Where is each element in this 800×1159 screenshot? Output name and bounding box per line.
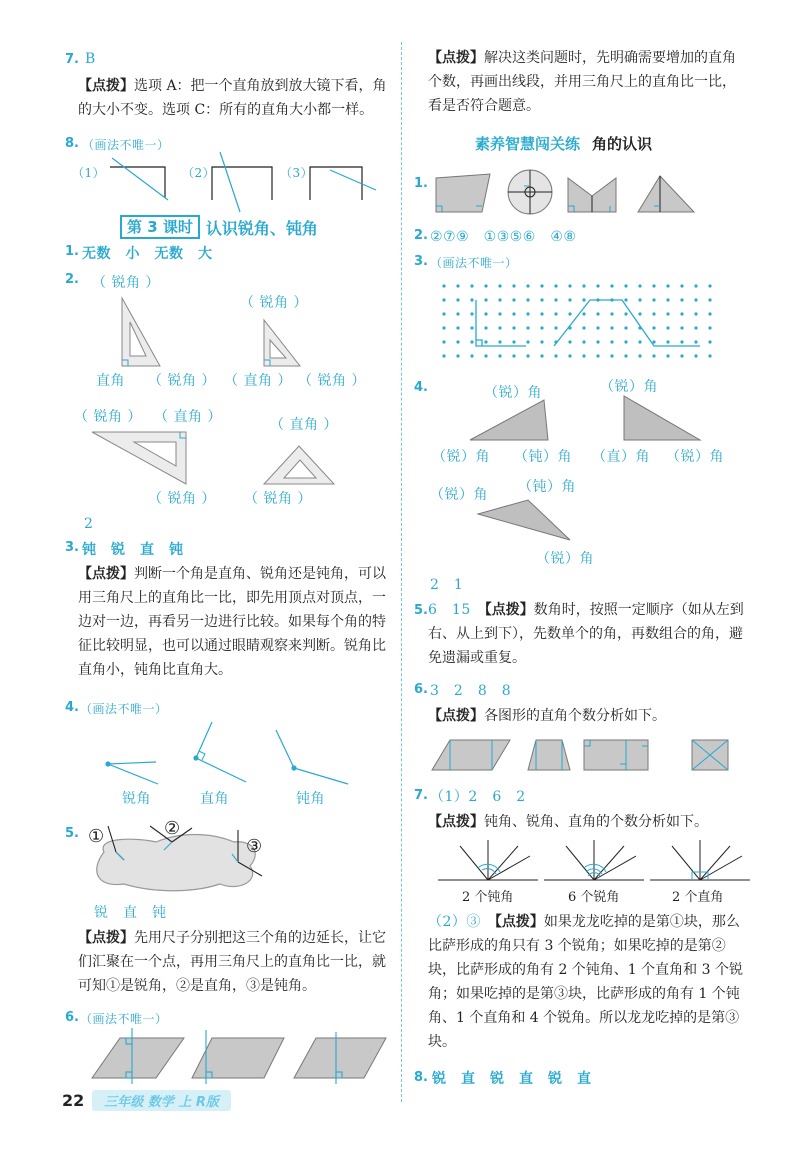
r-q6-answer: 3 2 8 8 (430, 683, 512, 699)
l-q3-tip: 【点拨】判断一个角是直角、锐角还是钝角，可以用三角尺上的直角比一比，即先用顶点对顶点，一边对一边，再看另一边进行比较。如果每个角的特征比较明显，也可以通过眼睛观察来判断。锐角比直角小，钝角比直角大。 (78, 566, 386, 678)
q7-tip: 【点拨】选项 A：把一个直角放到放大镜下看，角的大小不变。选项 C：所有的直角大小都一样。 (78, 78, 387, 118)
r-q2-answer: ②⑦⑨ ①③⑤⑥ ④⑧ (430, 229, 577, 245)
l-q1-number: 1. (65, 244, 79, 259)
l-q5-answer: 锐 直 钝 (94, 905, 167, 921)
fan-caption-3: 2 个直角 (672, 890, 724, 905)
r-q4-label-7: （锐）角 (430, 487, 488, 503)
r-q2-number: 2. (414, 228, 428, 243)
l-q2-label-9: （ 直角 ） (270, 417, 338, 433)
r-q6-number: 6. (414, 682, 428, 697)
r-q4-number: 4. (414, 380, 428, 395)
r-q5-number: 5. (414, 603, 428, 618)
r-q7-answer: （1）2 6 2 (430, 789, 526, 805)
fan-caption-2: 6 个锐角 (568, 890, 620, 905)
q8-label-3: （3） (280, 166, 314, 180)
cloud-mark-3: ③ (246, 836, 263, 857)
l-q2-extra: 2 (84, 516, 94, 532)
l-q2-label-2: （ 锐角 ） (240, 295, 308, 311)
r-q4-label-4: （钝）角 (514, 449, 572, 465)
l-q2-label-6: （ 锐角 ） (298, 373, 366, 389)
l-q2-number: 2. (65, 272, 79, 287)
book-series: 三年级 数学 上 R版 (92, 1090, 231, 1111)
l-q6-note: （画法不唯一） (80, 1012, 168, 1026)
l-q2-label-8: （ 直角 ） (154, 409, 222, 425)
fan-caption-1: 2 个钝角 (462, 890, 514, 905)
page-number: 22 (62, 1091, 85, 1110)
l-q2-label-11: （ 锐角 ） (244, 491, 312, 507)
r-q3-note: （画法不唯一） (430, 256, 518, 270)
r-q4-label-3: （锐）角 (432, 449, 490, 465)
r-q7-number: 7. (414, 788, 428, 803)
l-q4-number: 4. (65, 700, 79, 715)
q7-number: 7. (65, 52, 79, 67)
l-q2-label-3: 直角 (96, 373, 125, 389)
q8-label-2: （2） (182, 166, 216, 180)
r-q1-number: 1. (414, 176, 428, 191)
lesson-number: 第 3 课时 (120, 215, 200, 239)
r-q4-label-5: （直）角 (592, 449, 650, 465)
q8-label-1: （1） (72, 166, 106, 180)
r-q8-number: 8. (414, 1070, 428, 1085)
cloud-mark-1: ① (88, 826, 105, 847)
r-q4-extra: 2 1 (430, 577, 464, 593)
r-q7-tip: 【点拨】钝角、锐角、直角的个数分析如下。 (428, 814, 708, 830)
r-q5-body: 6 15 【点拨】数角时，按照一定顺序（如从左到右、从上到下），先数单个的角，再数组合的角，避免遗漏或重复。 (428, 602, 744, 666)
r-q4-label-9: （锐）角 (536, 551, 594, 567)
cloud-mark-2: ② (164, 818, 181, 839)
q8-number: 8. (65, 136, 79, 151)
l-q5-number: 5. (65, 826, 79, 841)
r-q3-number: 3. (414, 254, 428, 269)
l-q2-label-10: （ 锐角 ） (148, 491, 216, 507)
r-q4-label-1: （锐）角 (484, 385, 542, 401)
r-q4-label-2: （锐）角 (600, 379, 658, 395)
lesson-title: 认识锐角、钝角 (205, 218, 318, 238)
r-q4-label-6: （锐）角 (666, 449, 724, 465)
l-q4-label-2: 直角 (200, 791, 229, 807)
l-q2-label-4: （ 锐角 ） (148, 373, 216, 389)
r-q8-answer: 锐 直 锐 直 锐 直 (432, 1071, 592, 1087)
section-title-main: 素养智慧闯关练 (475, 135, 581, 153)
l-q2-label-5: （ 直角 ） (224, 373, 292, 389)
l-q6-number: 6. (65, 1010, 79, 1025)
r-top-tip: 【点拨】解决这类问题时，先明确需要增加的直角个数，再画出线段，并用三角尺上的直角比一比，看是否符合题意。 (428, 50, 736, 114)
r-q6-tip: 【点拨】各图形的直角个数分析如下。 (428, 708, 666, 724)
l-q2-label-1: （ 锐角 ） (92, 275, 160, 291)
r-q7-part2: （2）③ 【点拨】如果龙龙吃掉的是第①块，那么比萨形成的角只有 3 个锐角；如果吃掉的是第②块，比萨形成的角有 2 个钝角、1 个直角和 3 个锐角；如果吃掉的是第③块，比萨形成的角有 1 个钝角、1 个直角和 4 个锐角。所以龙龙吃掉的是第③块。 (428, 914, 743, 1050)
l-q1-answer: 无数 小 无数 大 (82, 246, 213, 262)
l-q3-answer: 钝 锐 直 钝 (82, 542, 184, 558)
q8-note: （画法不唯一） (82, 138, 170, 152)
l-q4-label-1: 锐角 (122, 791, 151, 807)
l-q4-note: （画法不唯一） (80, 702, 168, 716)
l-q4-label-3: 钝角 (296, 791, 325, 807)
r-q4-label-8: （钝）角 (518, 479, 576, 495)
l-q5-tip: 【点拨】先用尺子分别把这三个角的边延长，让它们汇聚在一个点，再用三角尺上的直角比一比，就可知①是锐角，②是直角，③是钝角。 (78, 930, 386, 994)
l-q2-label-7: （ 锐角 ） (74, 409, 142, 425)
l-q3-number: 3. (65, 540, 79, 555)
q7-answer: B (85, 51, 96, 67)
section-title-sub: 角的认识 (592, 135, 653, 153)
